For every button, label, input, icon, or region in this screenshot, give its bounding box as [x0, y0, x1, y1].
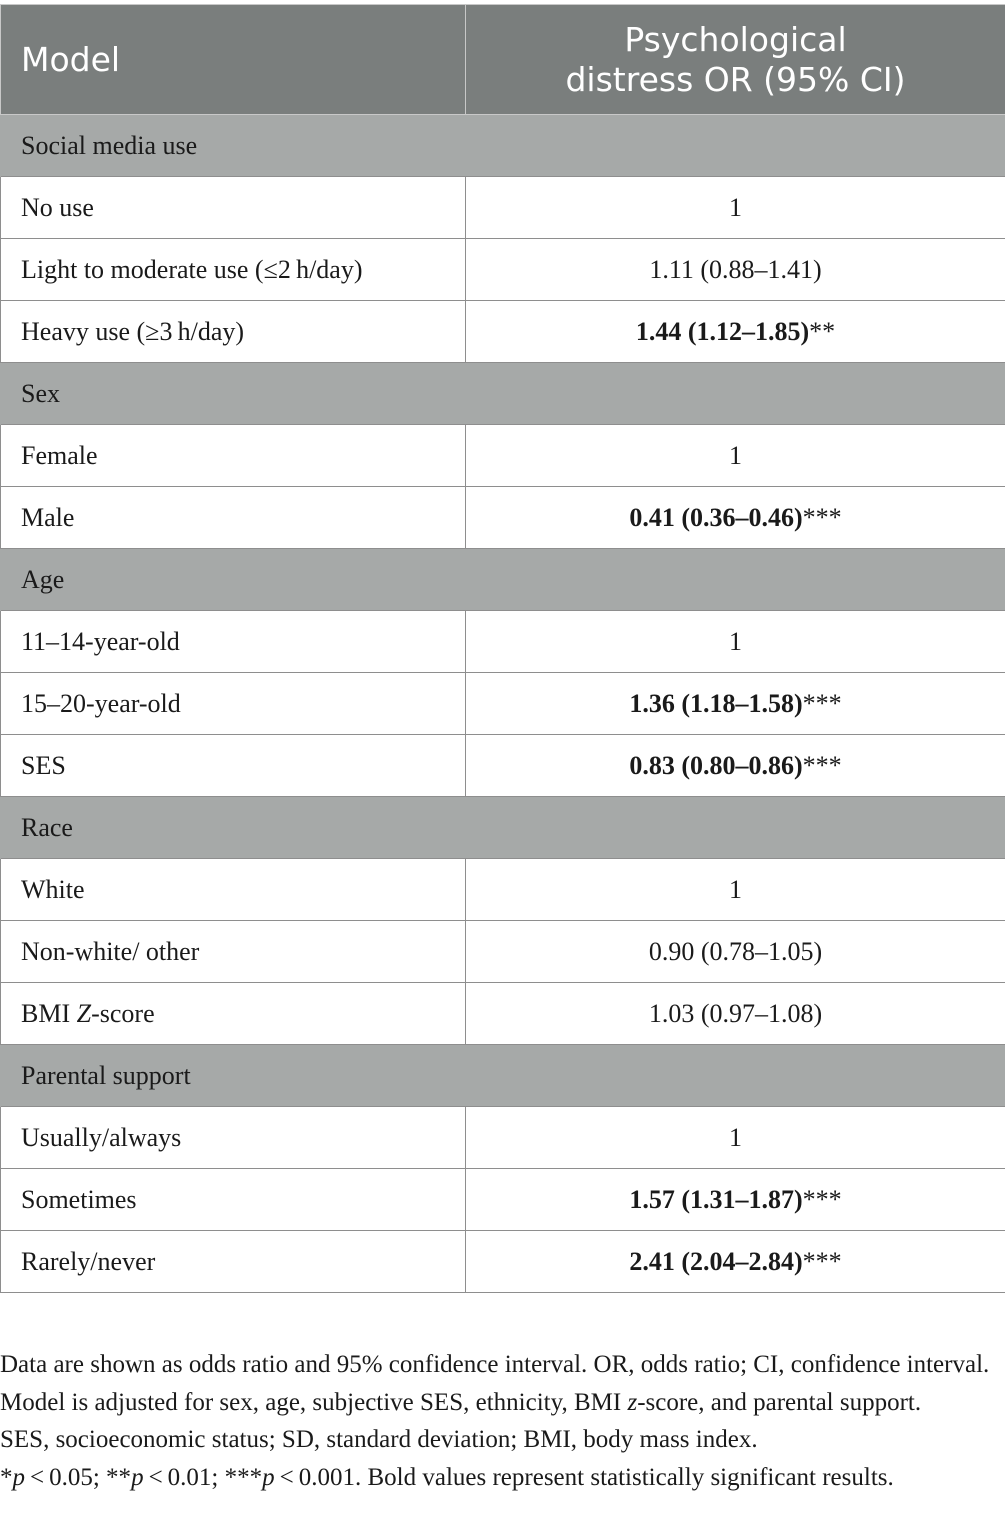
significance-stars: ** [809, 316, 836, 346]
footnote-text: < 0.01; *** [143, 1463, 263, 1491]
row-label-italic: Z [76, 998, 92, 1028]
footnote-italic: p [12, 1463, 25, 1491]
footnote-text: * [0, 1463, 13, 1491]
significant-value: 2.41 (2.04–2.84) [629, 1246, 803, 1276]
row-label-part: -score [91, 998, 155, 1028]
footnote-italic: p [262, 1463, 275, 1491]
table-row [1, 983, 1005, 1045]
row-label: Female [1, 425, 466, 487]
row-label-part: BMI [21, 998, 77, 1028]
table-row [1, 1107, 1005, 1169]
row-value: 1 [466, 611, 1005, 673]
row-value [466, 487, 1005, 549]
significant-value: 1.44 (1.12–1.85) [635, 316, 810, 346]
row-label [1, 983, 466, 1045]
row-value: 1 [466, 425, 1005, 487]
significant-value: 0.83 (0.80–0.86) [629, 750, 803, 780]
row-label: SES [1, 735, 466, 797]
footnote-italic: p [131, 1463, 144, 1491]
row-value [466, 301, 1005, 363]
row-value: 1 [466, 177, 1005, 239]
table-row [1, 673, 1005, 735]
footnote-abbreviations: SES, socioeconomic status; SD, standard deviation; BMI, body mass index. [0, 1426, 758, 1453]
significance-stars: *** [802, 1184, 842, 1214]
footnote-data-description [0, 1346, 1000, 1421]
row-label: Sometimes [1, 1169, 466, 1231]
table-row [1, 425, 1005, 487]
section-race [1, 797, 1005, 859]
odds-ratio-table [0, 4, 1005, 1293]
row-label: Usually/always [1, 1107, 466, 1169]
section-label: Age [1, 549, 1005, 611]
table-row [1, 1231, 1005, 1293]
row-value: 0.90 (0.78–1.05) [466, 921, 1005, 983]
table-row [1, 611, 1005, 673]
footnote-text: < 0.001. Bold values represent statistically significant results. [274, 1463, 894, 1491]
table-header [1, 5, 1005, 115]
row-value: 1 [466, 1107, 1005, 1169]
row-label: White [1, 859, 466, 921]
footnote-italic: z [627, 1388, 638, 1416]
table-row [1, 239, 1005, 301]
header-model: Model [1, 5, 466, 115]
header-distress-or [466, 5, 1005, 115]
section-label: Social media use [1, 115, 1005, 177]
section-parental-support [1, 1045, 1005, 1107]
row-label: No use [1, 177, 466, 239]
significance-stars: *** [802, 688, 842, 718]
row-label: Non-white/ other [1, 921, 466, 983]
section-age [1, 549, 1005, 611]
table-row [1, 921, 1005, 983]
section-social-media-use [1, 115, 1005, 177]
row-value: 1 [466, 859, 1005, 921]
row-value [466, 1231, 1005, 1293]
row-label: 11–14-year-old [1, 611, 466, 673]
table-row [1, 859, 1005, 921]
row-label: Male [1, 487, 466, 549]
row-label: Light to moderate use (≤2 h/day) [1, 239, 466, 301]
row-value [466, 735, 1005, 797]
significance-stars: *** [802, 502, 842, 532]
section-label: Race [1, 797, 1005, 859]
footnote-text: Data are shown as odds ratio and 95% confidence interval. OR, odds ratio; CI, confidence interval. Model is adjusted for sex, age, subjective SES, ethnicity, BMI [0, 1351, 990, 1416]
row-value [466, 673, 1005, 735]
footnote-text: -score, and parental support. [637, 1388, 922, 1416]
section-label: Parental support [1, 1045, 1005, 1107]
section-sex [1, 363, 1005, 425]
footnote-text: < 0.05; ** [25, 1463, 132, 1491]
row-label: 15–20-year-old [1, 673, 466, 735]
row-value: 1.03 (0.97–1.08) [466, 983, 1005, 1045]
section-label: Sex [1, 363, 1005, 425]
row-label: Rarely/never [1, 1231, 466, 1293]
table-row [1, 177, 1005, 239]
table-row [1, 735, 1005, 797]
row-value [466, 1169, 1005, 1231]
significant-value: 1.36 (1.18–1.58) [629, 688, 803, 718]
table-row [1, 487, 1005, 549]
footnote-significance [0, 1459, 1000, 1497]
significant-value: 1.57 (1.31–1.87) [629, 1184, 803, 1214]
row-value: 1.11 (0.88–1.41) [466, 239, 1005, 301]
header-line-2: distress OR (95% CI) [565, 59, 906, 99]
table-row [1, 301, 1005, 363]
row-label: Heavy use (≥3 h/day) [1, 301, 466, 363]
table-footnotes [0, 1346, 1000, 1496]
significance-stars: *** [802, 750, 842, 780]
table-row [1, 1169, 1005, 1231]
header-line-1: Psychological [624, 19, 847, 59]
significance-stars: *** [802, 1246, 842, 1276]
significant-value: 0.41 (0.36–0.46) [629, 502, 803, 532]
